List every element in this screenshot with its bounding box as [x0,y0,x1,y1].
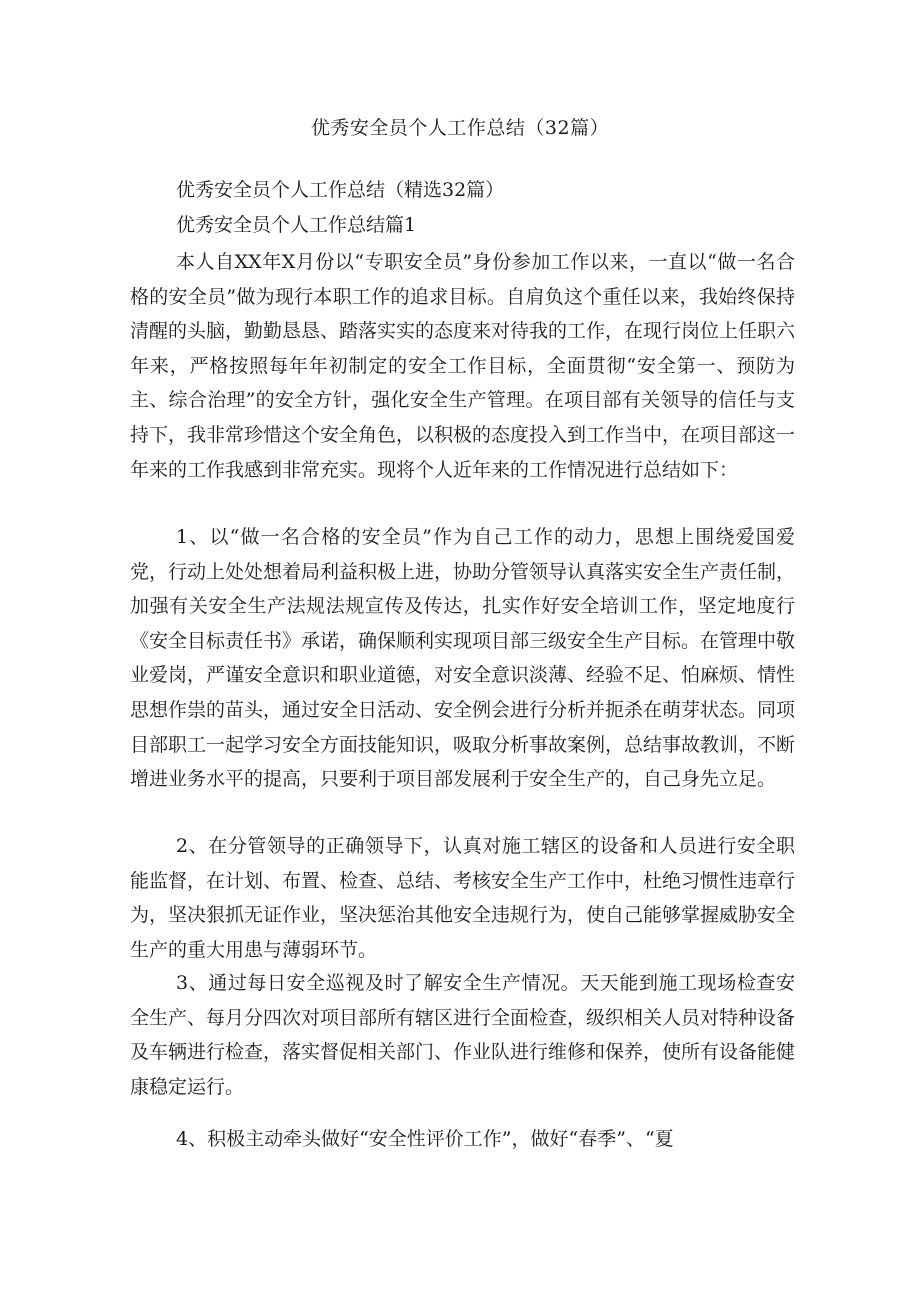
document-title: 优秀安全员个人工作总结（32篇） [310,117,610,139]
paragraph-item-4 [130,1122,795,1157]
paragraph-item-2 [130,829,795,967]
paragraph-item-1 [130,520,795,797]
paragraph-text: 本人自XX年X月份以“专职安全员”身份参加工作以来，一直以“做一名合格的安全员”做为现行本职工作的追求目标。自肩负这个重任以来，我始终保持清醒的头脑，勤勤恳恳、踏落实实的态度来对待我的工作，在现行岗位上任职六年来，严格按照每年年初制定的安全工作目标，全面贯彻“安全第一、预防为主、综合治理”的安全方针，强化安全生产管理。在项目部有关领导的信任与支持下，我非常珍惜这个安全角色，以积极的态度投入到工作当中，在项目部这一年来的工作我感到非常充实。现将个人近年来的工作情况进行总结如下： [130,251,796,481]
section-heading: 优秀安全员个人工作总结篇1 [176,214,417,236]
paragraph-intro [130,245,795,487]
paragraph-text: 4、积极主动牵头做好“安全性评价工作”，做好“春季”、“夏 [176,1128,674,1150]
paragraph-text: 1、以“做一名合格的安全员”作为自己工作的动力，思想上围绕爱国爱党，行动上处处想着局利益积极上进，协助分管领导认真落实安全生产责任制，加强有关安全生产法规法规宣传及传达，扎实作好安全培训工作，坚定地度行《安全目标责任书》承诺，确保顺利实现项目部三级安全生产目标。在管理中敬业爱岗，严谨安全意识和职业道德，对安全意识淡薄、经验不足、怕麻烦、情性思想作祟的苗头，通过安全日活动、安全例会进行分析并扼杀在萌芽状态。同项目部职工一起学习安全方面技能知识，吸取分析事故案例，总结事故教训，不断增进业务水平的提高，只要利于项目部发展利于安全生产的，自己身先立足。 [130,526,796,791]
paragraph-item-3 [130,966,795,1104]
document-subtitle: 优秀安全员个人工作总结（精选32篇） [176,179,505,201]
paragraph-text: 3、通过每日安全巡视及时了解安全生产情况。天天能到施工现场检查安全生产、每月分四次对项目部所有辖区进行全面检查，级织相关人员对特种设备及车辆进行检查，落实督促相关部门、作业队进行维修和保养，使所有设备能健康稳定运行。 [130,972,796,1098]
paragraph-text: 2、在分管领导的正确领导下，认真对施工辖区的设备和人员进行安全职能监督，在计划、布置、检查、总结、考核安全生产工作中，杜绝习惯性违章行为，坚决狠抓无证作业，坚决惩治其他安全违规行为，使自己能够掌握威胁安全生产的重大用患与薄弱环节。 [130,835,796,961]
